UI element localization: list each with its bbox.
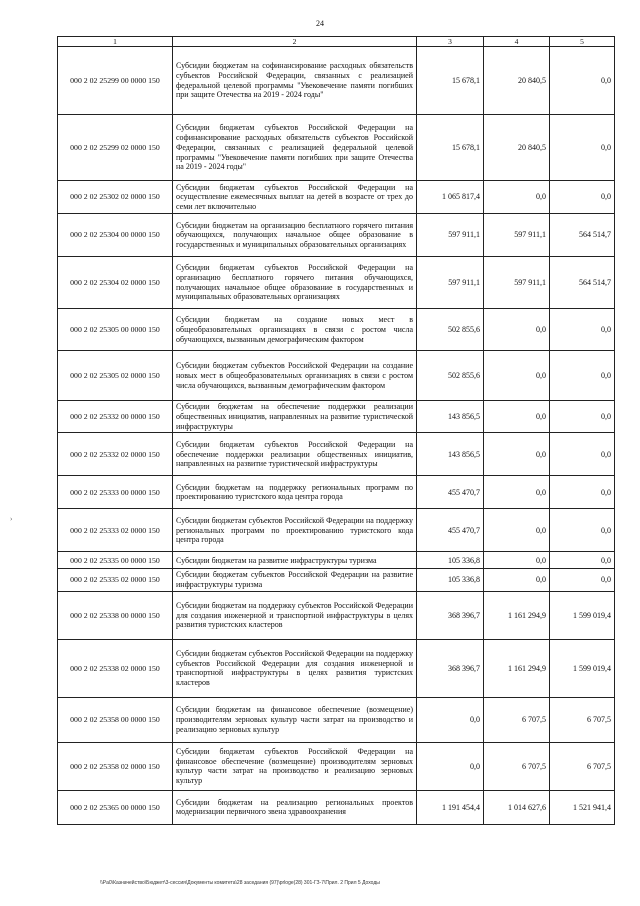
budget-code-cell: 000 2 02 25304 02 0000 150	[58, 257, 173, 309]
amount-cell-col4: 0,0	[484, 476, 550, 509]
description-cell: Субсидии бюджетам субъектов Российской Федерации на финансовое обеспечение (возмещение) производителям зерновых культур части затрат на производство и реализацию зерновых культур	[173, 742, 417, 790]
amount-cell-col4: 0,0	[484, 552, 550, 569]
budget-code-cell: 000 2 02 25358 02 0000 150	[58, 742, 173, 790]
table-row	[58, 569, 615, 592]
description-cell: Субсидии бюджетам субъектов Российской Федерации на осуществление ежемесячных выплат на детей в возрасте от трех до семи лет включительно	[173, 181, 417, 214]
description-cell: Субсидии бюджетам на организацию бесплатного горячего питания обучающихся, получающих начальное общее образование в государственных и муниципальных образовательных организациях	[173, 214, 417, 257]
amount-cell-col3: 15 678,1	[417, 47, 484, 115]
column-header: 1	[58, 37, 173, 47]
table-body	[58, 47, 615, 825]
margin-mark: ›	[10, 515, 13, 523]
amount-cell-col5: 0,0	[550, 181, 615, 214]
amount-cell-col5: 6 707,5	[550, 742, 615, 790]
budget-code-cell: 000 2 02 25333 02 0000 150	[58, 509, 173, 552]
amount-cell-col3: 0,0	[417, 742, 484, 790]
amount-cell-col5: 564 514,7	[550, 257, 615, 309]
amount-cell-col3: 143 856,5	[417, 401, 484, 433]
amount-cell-col4: 597 911,1	[484, 214, 550, 257]
amount-cell-col4: 20 840,5	[484, 115, 550, 181]
description-cell: Субсидии бюджетам субъектов Российской Федерации на создание новых мест в общеобразовательных организациях в связи с ростом числа обучающихся, вызванным демографическим фактором	[173, 351, 417, 401]
description-cell: Субсидии бюджетам на поддержку региональных программ по проектированию туристского кода центра города	[173, 476, 417, 509]
budget-code-cell: 000 2 02 25358 00 0000 150	[58, 697, 173, 742]
amount-cell-col3: 502 855,6	[417, 309, 484, 351]
amount-cell-col3: 502 855,6	[417, 351, 484, 401]
amount-cell-col3: 1 065 817,4	[417, 181, 484, 214]
amount-cell-col5: 0,0	[550, 351, 615, 401]
amount-cell-col5: 564 514,7	[550, 214, 615, 257]
column-header: 4	[484, 37, 550, 47]
amount-cell-col3: 455 470,7	[417, 509, 484, 552]
amount-cell-col5: 0,0	[550, 552, 615, 569]
description-cell: Субсидии бюджетам субъектов Российской Федерации на поддержку субъектов Российской Федерации для создания инженерной и транспортной инфраструктуры в целях развития туристских кластеров	[173, 639, 417, 697]
table-row	[58, 433, 615, 476]
budget-code-cell: 000 2 02 25305 00 0000 150	[58, 309, 173, 351]
column-header: 2	[173, 37, 417, 47]
amount-cell-col3: 15 678,1	[417, 115, 484, 181]
amount-cell-col5: 0,0	[550, 47, 615, 115]
amount-cell-col4: 6 707,5	[484, 742, 550, 790]
amount-cell-col5: 0,0	[550, 569, 615, 592]
page-number: 24	[316, 19, 324, 28]
description-cell: Субсидии бюджетам субъектов Российской Федерации на развитие инфраструктуры туризма	[173, 569, 417, 592]
amount-cell-col3: 455 470,7	[417, 476, 484, 509]
amount-cell-col4: 20 840,5	[484, 47, 550, 115]
amount-cell-col5: 0,0	[550, 509, 615, 552]
amount-cell-col4: 0,0	[484, 181, 550, 214]
table-row	[58, 47, 615, 115]
description-cell: Субсидии бюджетам субъектов Российской Федерации на обеспечение поддержки реализации общественных инициатив, направленных на развитие туристической инфраструктуры	[173, 433, 417, 476]
description-cell: Субсидии бюджетам на реализацию региональных проектов модернизации первичного звена здравоохранения	[173, 790, 417, 824]
budget-code-cell: 000 2 02 25332 00 0000 150	[58, 401, 173, 433]
amount-cell-col5: 0,0	[550, 115, 615, 181]
amount-cell-col4: 6 707,5	[484, 697, 550, 742]
table-row	[58, 552, 615, 569]
budget-code-cell: 000 2 02 25338 02 0000 150	[58, 639, 173, 697]
amount-cell-col5: 1 599 019,4	[550, 639, 615, 697]
amount-cell-col3: 368 396,7	[417, 591, 484, 639]
table-row	[58, 697, 615, 742]
table-row	[58, 476, 615, 509]
amount-cell-col5: 0,0	[550, 401, 615, 433]
column-header: 3	[417, 37, 484, 47]
amount-cell-col4: 0,0	[484, 351, 550, 401]
description-cell: Субсидии бюджетам на поддержку субъектов Российской Федерации для создания инженерной и транспортной инфраструктуры в целях развития туристских кластеров	[173, 591, 417, 639]
amount-cell-col4: 0,0	[484, 309, 550, 351]
file-path-footer: \\Pa0\Казначейство\Бюджет\3-сессия\Документы комитета\28 заседания (97)\prloge(28) 301-ГЗ-7\Прил. 2 Прил 5 Доходы	[100, 880, 380, 886]
description-cell: Субсидии бюджетам на обеспечение поддержки реализации общественных инициатив, направленных на развитие туристической инфраструктуры	[173, 401, 417, 433]
table-row	[58, 401, 615, 433]
table-row	[58, 257, 615, 309]
table-header	[58, 37, 615, 47]
table-row	[58, 309, 615, 351]
amount-cell-col3: 105 336,8	[417, 552, 484, 569]
budget-code-cell: 000 2 02 25365 00 0000 150	[58, 790, 173, 824]
description-cell: Субсидии бюджетам на создание новых мест в общеобразовательных организациях в связи с ростом числа обучающихся, вызванным демографическим фактором	[173, 309, 417, 351]
description-cell: Субсидии бюджетам субъектов Российской Федерации на поддержку региональных программ по проектированию туристского кода центра города	[173, 509, 417, 552]
table-row	[58, 351, 615, 401]
table-row	[58, 790, 615, 824]
budget-code-cell: 000 2 02 25299 00 0000 150	[58, 47, 173, 115]
description-cell: Субсидии бюджетам субъектов Российской Федерации на софинансирование расходных обязательств субъектов Российской Федерации, связанных с реализацией федеральной целевой программы "Увековечение памяти погибших при защите Отечества на 2019 - 2024 годы"	[173, 115, 417, 181]
amount-cell-col4: 0,0	[484, 509, 550, 552]
budget-code-cell: 000 2 02 25335 02 0000 150	[58, 569, 173, 592]
amount-cell-col4: 0,0	[484, 433, 550, 476]
header-row	[58, 37, 615, 47]
amount-cell-col3: 0,0	[417, 697, 484, 742]
amount-cell-col4: 1 161 294,9	[484, 591, 550, 639]
budget-code-cell: 000 2 02 25333 00 0000 150	[58, 476, 173, 509]
amount-cell-col3: 105 336,8	[417, 569, 484, 592]
budget-code-cell: 000 2 02 25302 02 0000 150	[58, 181, 173, 214]
budget-code-cell: 000 2 02 25335 00 0000 150	[58, 552, 173, 569]
amount-cell-col3: 1 191 454,4	[417, 790, 484, 824]
table-row	[58, 591, 615, 639]
amount-cell-col3: 597 911,1	[417, 214, 484, 257]
amount-cell-col5: 1 521 941,4	[550, 790, 615, 824]
table-row	[58, 181, 615, 214]
description-cell: Субсидии бюджетам на финансовое обеспечение (возмещение) производителям зерновых культур части затрат на производство и реализацию зерновых культур	[173, 697, 417, 742]
description-cell: Субсидии бюджетам субъектов Российской Федерации на организацию бесплатного горячего питания обучающихся, получающих начальное общее образование в государственных и муниципальных образовательных организациях	[173, 257, 417, 309]
budget-code-cell: 000 2 02 25304 00 0000 150	[58, 214, 173, 257]
table-row	[58, 509, 615, 552]
amount-cell-col5: 6 707,5	[550, 697, 615, 742]
description-cell: Субсидии бюджетам на развитие инфраструктуры туризма	[173, 552, 417, 569]
amount-cell-col5: 0,0	[550, 433, 615, 476]
amount-cell-col4: 0,0	[484, 569, 550, 592]
amount-cell-col3: 597 911,1	[417, 257, 484, 309]
budget-code-cell: 000 2 02 25305 02 0000 150	[58, 351, 173, 401]
amount-cell-col4: 1 014 627,6	[484, 790, 550, 824]
amount-cell-col5: 0,0	[550, 309, 615, 351]
table-row	[58, 214, 615, 257]
budget-code-cell: 000 2 02 25338 00 0000 150	[58, 591, 173, 639]
revenue-table	[57, 36, 615, 825]
budget-code-cell: 000 2 02 25299 02 0000 150	[58, 115, 173, 181]
budget-code-cell: 000 2 02 25332 02 0000 150	[58, 433, 173, 476]
table-row	[58, 742, 615, 790]
amount-cell-col4: 1 161 294,9	[484, 639, 550, 697]
column-header: 5	[550, 37, 615, 47]
table-row	[58, 639, 615, 697]
amount-cell-col4: 597 911,1	[484, 257, 550, 309]
amount-cell-col5: 0,0	[550, 476, 615, 509]
amount-cell-col3: 368 396,7	[417, 639, 484, 697]
amount-cell-col5: 1 599 019,4	[550, 591, 615, 639]
description-cell: Субсидии бюджетам на софинансирование расходных обязательств субъектов Российской Федерации, связанных с реализацией федеральной целевой программы "Увековечение памяти погибших при защите Отечества на 2019 - 2024 годы"	[173, 47, 417, 115]
amount-cell-col3: 143 856,5	[417, 433, 484, 476]
table-row	[58, 115, 615, 181]
amount-cell-col4: 0,0	[484, 401, 550, 433]
